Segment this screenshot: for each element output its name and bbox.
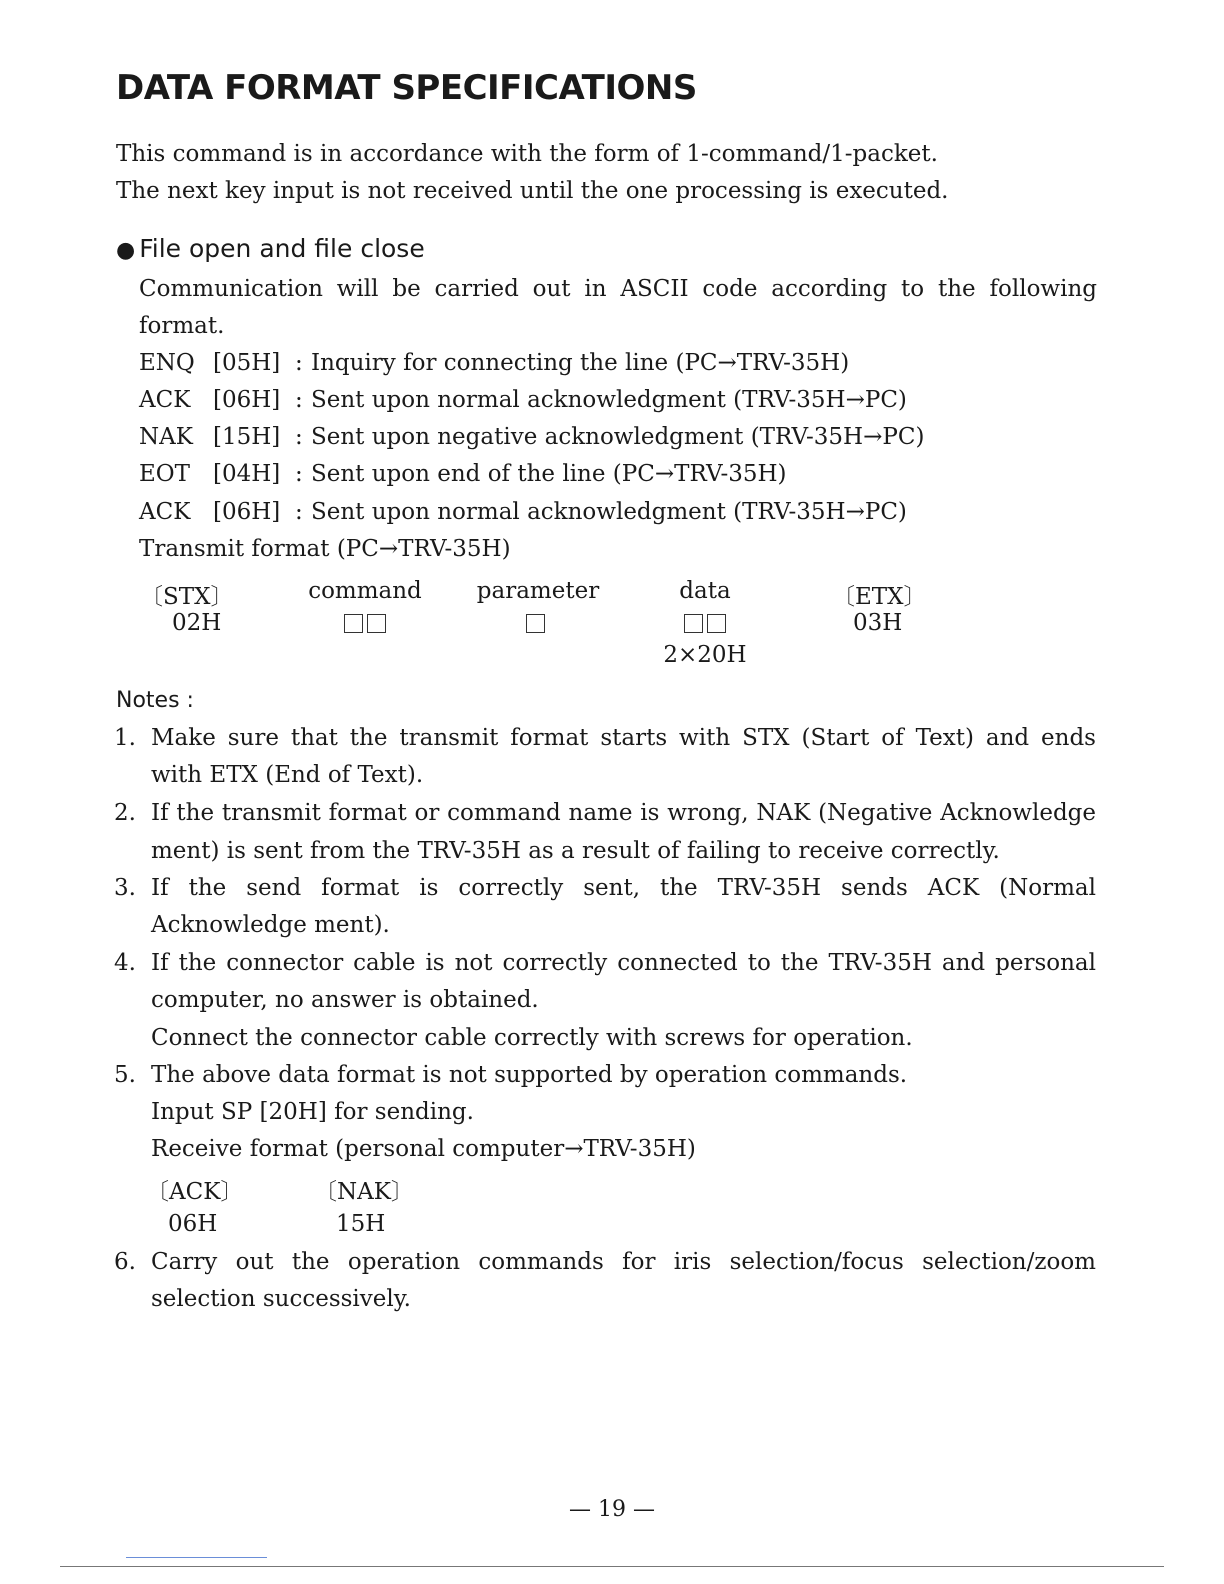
code-colon: : — [295, 350, 303, 376]
note-number: 6. — [114, 1249, 136, 1275]
code-colon: : — [295, 424, 303, 450]
note-number: 1. — [114, 725, 136, 751]
command-boxes — [335, 612, 395, 638]
code-mnemonic: NAK — [139, 424, 193, 450]
code-hex: [06H] — [213, 499, 281, 525]
note-number: 2. — [114, 800, 136, 826]
code-desc: Sent upon normal acknowledgment (TRV-35H→PC) — [311, 499, 907, 525]
etx-label: 〔ETX〕 — [832, 584, 927, 610]
code-desc: Inquiry for connecting the line (PC→TRV-35H) — [311, 350, 850, 376]
stx-value: 02H — [172, 610, 222, 636]
note-line: The above data format is not supported by operation commands. — [151, 1062, 908, 1088]
bullet-icon: ● — [116, 238, 136, 263]
code-colon: : — [295, 387, 303, 413]
page-number: — 19 — — [569, 1497, 655, 1522]
data-note: 2×20H — [663, 642, 747, 668]
code-desc: Sent upon end of the line (PC→TRV-35H) — [311, 461, 787, 487]
note-line: ment) is sent from the TRV-35H as a result of failing to receive correctly. — [151, 838, 1000, 864]
note-number: 3. — [114, 875, 136, 901]
note-line: Input SP [20H] for sending. — [151, 1099, 474, 1125]
data-boxes — [675, 612, 735, 638]
note-line: selection successively. — [151, 1286, 411, 1312]
code-desc: Sent upon normal acknowledgment (TRV-35H→PC) — [311, 387, 907, 413]
code-desc: Sent upon negative acknowledgment (TRV-35H→PC) — [311, 424, 925, 450]
note-line: If the send format is correctly sent, the TRV-35H sends ACK (Normal — [151, 875, 1096, 901]
code-hex: [06H] — [213, 387, 281, 413]
ack-label: 〔ACK〕 — [146, 1179, 244, 1205]
code-row — [139, 499, 907, 525]
box-icon — [684, 614, 703, 633]
code-row — [139, 350, 849, 376]
code-hex: [04H] — [213, 461, 281, 487]
parameter-label: parameter — [476, 578, 600, 604]
command-label: command — [308, 578, 422, 604]
section-paragraph-line: format. — [139, 313, 225, 339]
stx-label: 〔STX〕 — [140, 584, 234, 610]
code-row — [139, 461, 787, 487]
intro-line: This command is in accordance with the form of 1-command/1-packet. — [116, 141, 938, 167]
code-hex: [05H] — [213, 350, 281, 376]
box-icon — [526, 614, 545, 633]
note-line: with ETX (End of Text). — [151, 762, 424, 788]
code-row — [139, 387, 907, 413]
transmit-format-label: Transmit format (PC→TRV-35H) — [139, 536, 511, 562]
section-heading-text: File open and file close — [139, 234, 425, 263]
notes-label: Notes : — [116, 688, 194, 713]
intro-line: The next key input is not received until the one processing is executed. — [116, 178, 949, 204]
note-line: Connect the connector cable correctly with screws for operation. — [151, 1025, 913, 1051]
code-mnemonic: ACK — [139, 387, 191, 413]
note-line: If the transmit format or command name is wrong, NAK (Negative Acknowledge — [151, 800, 1096, 826]
box-icon — [344, 614, 363, 633]
nak-value: 15H — [336, 1211, 386, 1237]
code-mnemonic: ENQ — [139, 350, 195, 376]
box-icon — [707, 614, 726, 633]
footer-rule — [60, 1566, 1164, 1567]
code-mnemonic: ACK — [139, 499, 191, 525]
note-line: Acknowledge ment). — [151, 912, 390, 938]
nak-label: 〔NAK〕 — [314, 1179, 414, 1205]
parameter-box — [505, 612, 565, 638]
note-number: 4. — [114, 950, 136, 976]
ack-value: 06H — [168, 1211, 218, 1237]
note-line: Receive format (personal computer→TRV-35H) — [151, 1136, 696, 1162]
code-colon: : — [295, 461, 303, 487]
etx-value: 03H — [853, 610, 903, 636]
section-heading — [116, 234, 425, 263]
code-row — [139, 424, 924, 450]
note-line: Make sure that the transmit format starts with STX (Start of Text) and ends — [151, 725, 1096, 751]
box-icon — [367, 614, 386, 633]
code-hex: [15H] — [213, 424, 281, 450]
note-line: If the connector cable is not correctly connected to the TRV-35H and personal — [151, 950, 1096, 976]
note-number: 5. — [114, 1062, 136, 1088]
footer-rule-accent — [126, 1557, 267, 1558]
page-title: DATA FORMAT SPECIFICATIONS — [116, 68, 697, 108]
note-line: Carry out the operation commands for iris selection/focus selection/zoom — [151, 1249, 1096, 1275]
section-paragraph-line: Communication will be carried out in ASCII code according to the following — [139, 276, 1097, 302]
code-colon: : — [295, 499, 303, 525]
code-mnemonic: EOT — [139, 461, 190, 487]
note-line: computer, no answer is obtained. — [151, 987, 539, 1013]
data-label: data — [679, 578, 731, 604]
